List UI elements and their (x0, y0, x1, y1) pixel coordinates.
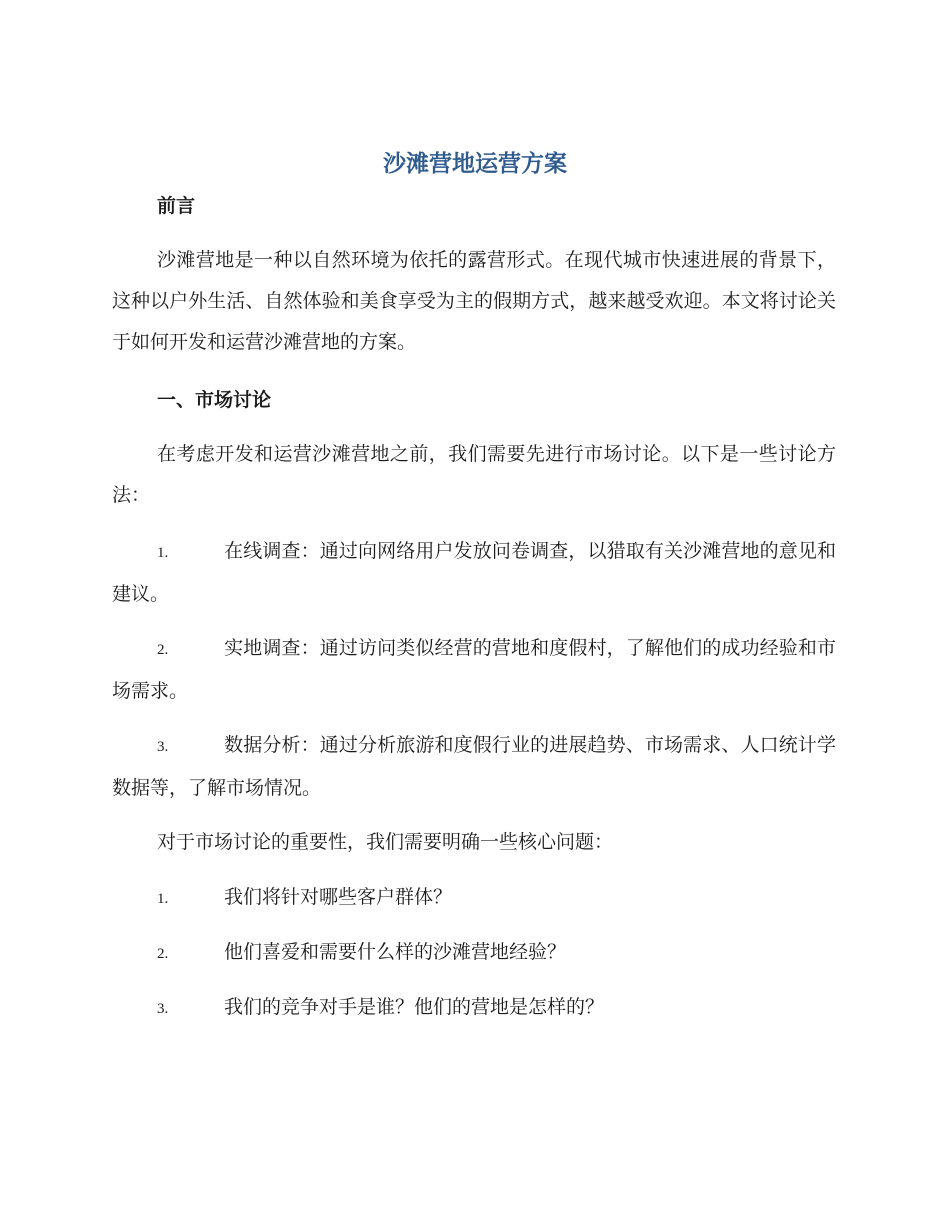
list-number: 1. (157, 891, 169, 907)
preface-paragraph: 沙滩营地是一种以自然环境为依托的露营形式。在现代城市快速进展的背景下，这种以户外生活、自然体验和美食享受为主的假期方式，越来越受欢迎。本文将讨论关于如何开发和运营沙滩营地的方案。 (112, 249, 836, 353)
list-item (112, 531, 836, 615)
list-number: 3. (157, 1001, 169, 1017)
list-text: 在线调查：通过向网络用户发放问卷调查，以猎取有关沙滩营地的意见和建议。 (112, 540, 836, 605)
list-number: 3. (157, 739, 169, 755)
market-intro-paragraph: 在考虑开发和运营沙滩营地之前，我们需要先进行市场讨论。以下是一些讨论方法： (112, 443, 836, 506)
page-title: 沙滩营地运营方案 (383, 151, 567, 177)
list-item (112, 877, 836, 920)
list-text: 他们喜爱和需要什么样的沙滩营地经验？ (224, 941, 567, 963)
list-number: 2. (157, 946, 169, 962)
list-number: 2. (157, 642, 169, 658)
list-number: 1. (157, 545, 169, 561)
list-item (112, 932, 836, 975)
section-heading-market: 一、市场讨论 (157, 389, 272, 411)
list-text: 数据分析：通过分析旅游和度假行业的进展趋势、市场需求、人口统计学数据等，了解市场情况。 (112, 734, 836, 799)
list-text: 实地调查：通过访问类似经营的营地和度假村，了解他们的成功经验和市场需求。 (112, 637, 836, 702)
questions-intro-paragraph: 对于市场讨论的重要性，我们需要明确一些核心问题： (157, 831, 614, 853)
list-text: 我们的竞争对手是谁？他们的营地是怎样的？ (224, 996, 605, 1018)
list-item (112, 987, 836, 1030)
list-item (112, 725, 836, 809)
list-text: 我们将针对哪些客户群体？ (224, 886, 453, 908)
list-item (112, 628, 836, 712)
section-heading-preface: 前言 (157, 195, 196, 217)
